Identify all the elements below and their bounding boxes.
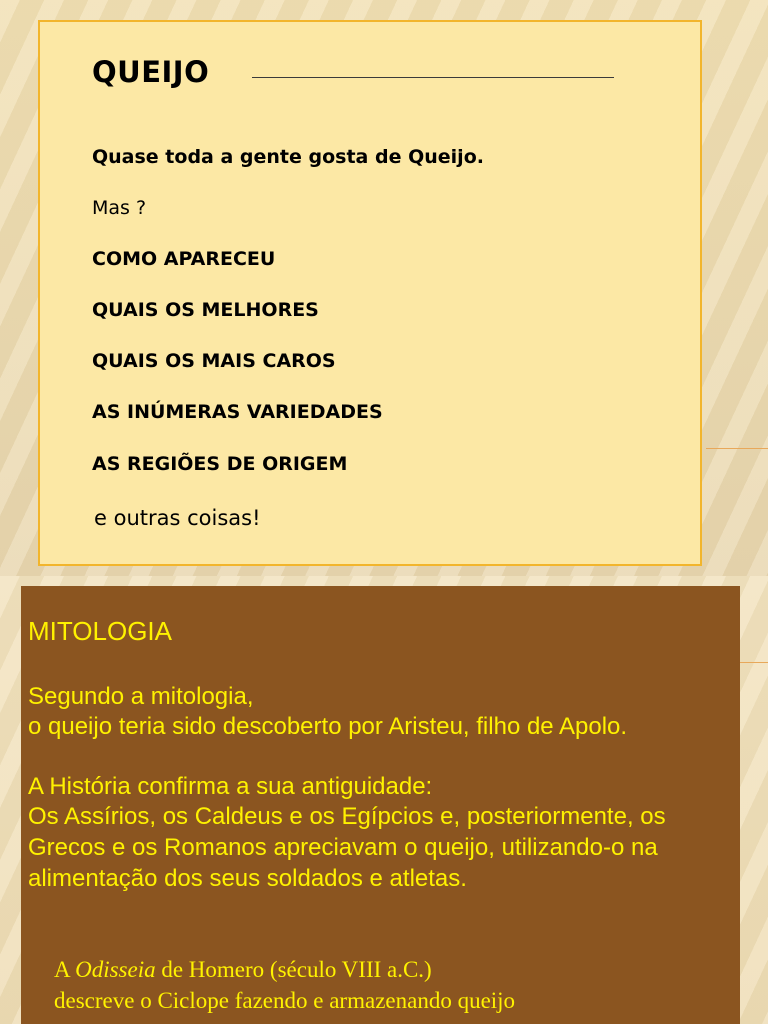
title-row [92, 55, 652, 95]
quote-work-title: Odisseia [75, 957, 156, 982]
topic-line: QUAIS OS MAIS CAROS [92, 350, 336, 372]
topic-line: AS REGIÕES DE ORIGEM [92, 453, 348, 475]
title-rule [252, 77, 614, 78]
section-heading: MITOLOGIA [28, 616, 172, 646]
topic-line: QUAIS OS MELHORES [92, 299, 319, 321]
decorative-line [740, 662, 768, 663]
paragraph-line: A História confirma a sua antiguidade: [28, 773, 433, 800]
intro-line: Quase toda a gente gosta de Queijo. [92, 146, 484, 168]
quote-line [54, 954, 432, 985]
slide-title: QUEIJO [92, 55, 210, 89]
quote-rest: de Homero (século VIII a.C.) [155, 957, 432, 982]
question-line: Mas ? [92, 197, 147, 219]
quote-line: descreve o Ciclope fazendo e armazenando queijo [54, 988, 516, 1013]
slide-2 [0, 576, 768, 1024]
paragraph-line: Segundo a mitologia, [28, 683, 254, 710]
paragraph-line: Grecos e os Romanos apreciavam o queijo, utilizando-o na [28, 834, 658, 861]
closing-line: e outras coisas! [94, 506, 261, 530]
quote-prefix: A [54, 957, 76, 982]
paragraph-line: Os Assírios, os Caldeus e os Egípcios e, posteriormente, os [28, 803, 666, 830]
topic-line: AS INÚMERAS VARIEDADES [92, 401, 383, 423]
content-panel [21, 586, 740, 1024]
topic-line: COMO APARECEU [92, 248, 276, 270]
paragraph-line: o queijo teria sido descoberto por Aristeu, filho de Apolo. [28, 713, 628, 740]
paragraph-line: alimentação dos seus soldados e atletas. [28, 865, 467, 892]
title-card [38, 20, 702, 566]
decorative-line [706, 448, 768, 449]
